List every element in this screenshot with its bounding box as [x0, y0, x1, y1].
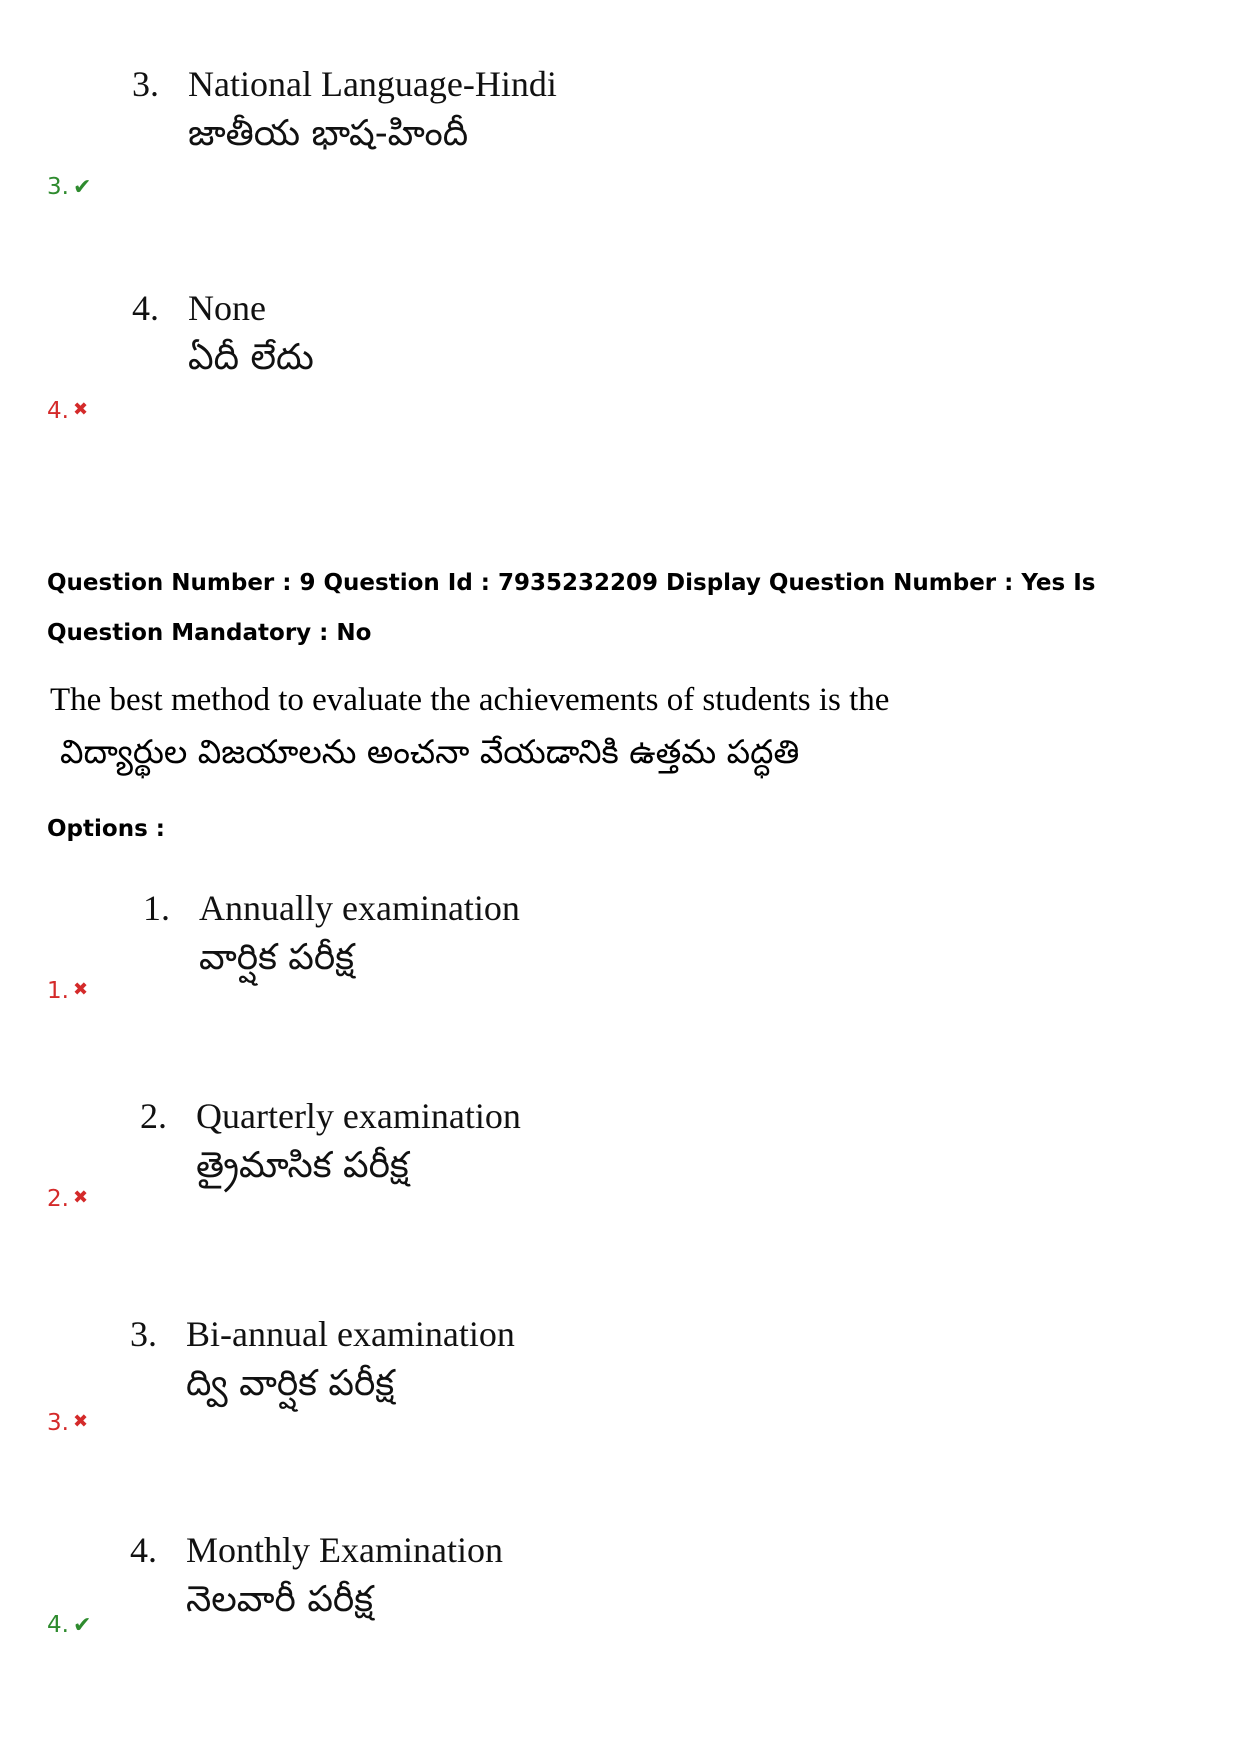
- answer-marker-correct: [47, 1612, 91, 1638]
- marker-label: 2.: [47, 1186, 69, 1212]
- cross-icon: ✖: [72, 979, 89, 1000]
- answer-marker-wrong: [47, 978, 88, 1004]
- cross-icon: ✖: [72, 1187, 89, 1208]
- answer-marker-wrong: [47, 1410, 88, 1436]
- option-block: [143, 890, 520, 976]
- option-text-te: ద్వి వార్షిక పరీక్ష: [186, 1363, 395, 1404]
- option-number: 3.: [132, 64, 159, 104]
- option-text-en: 1. Annually examination: [143, 888, 520, 928]
- option-text-te: వార్షిక పరీక్ష: [199, 937, 355, 978]
- option-block: [130, 1532, 503, 1618]
- option-text-te: నెలవారీ పరీక్ష: [186, 1579, 374, 1620]
- option-text-en: 4. Monthly Examination: [130, 1530, 503, 1570]
- option-text-te: త్రైమాసిక పరీక్ష: [196, 1145, 409, 1186]
- question-header: Question Number : 9 Question Id : 7935232209 Display Question Number : Yes Is Question Mandatory : No: [47, 570, 1096, 646]
- question-text-te: విద్యార్థుల విజయాలను అంచనా వేయడానికి ఉత్తమ పద్ధతి: [60, 732, 800, 771]
- option-number: 4.: [130, 1530, 157, 1570]
- answer-marker-wrong: [47, 398, 88, 424]
- answer-marker-wrong: [47, 1186, 88, 1212]
- option-text-en: 3. National Language-Hindi: [132, 64, 557, 104]
- marker-label: 3.: [47, 174, 69, 200]
- option-number: 2.: [140, 1096, 167, 1136]
- option-block: [132, 290, 314, 376]
- marker-label: 4.: [47, 1612, 69, 1638]
- marker-label: 4.: [47, 398, 69, 424]
- cross-icon: ✖: [72, 1411, 89, 1432]
- answer-marker-correct: [47, 174, 91, 200]
- option-block: [132, 66, 557, 152]
- option-block: [130, 1316, 515, 1402]
- option-text-te: ఏదీ లేదు: [188, 337, 314, 378]
- option-number: 3.: [130, 1314, 157, 1354]
- option-text-en: 3. Bi-annual examination: [130, 1314, 515, 1354]
- cross-icon: ✖: [72, 399, 89, 420]
- options-label: Options :: [47, 816, 165, 842]
- option-number: 1.: [143, 888, 170, 928]
- check-icon: ✔: [72, 175, 92, 200]
- question-text-en: The best method to evaluate the achievements of students is the: [50, 682, 890, 718]
- marker-label: 1.: [47, 978, 69, 1004]
- option-text-te: జాతీయ భాష-హిందీ: [188, 113, 469, 154]
- option-block: [140, 1098, 521, 1184]
- option-text-en: 4. None: [132, 288, 266, 328]
- option-number: 4.: [132, 288, 159, 328]
- marker-label: 3.: [47, 1410, 69, 1436]
- check-icon: ✔: [72, 1613, 92, 1638]
- option-text-en: 2. Quarterly examination: [140, 1096, 521, 1136]
